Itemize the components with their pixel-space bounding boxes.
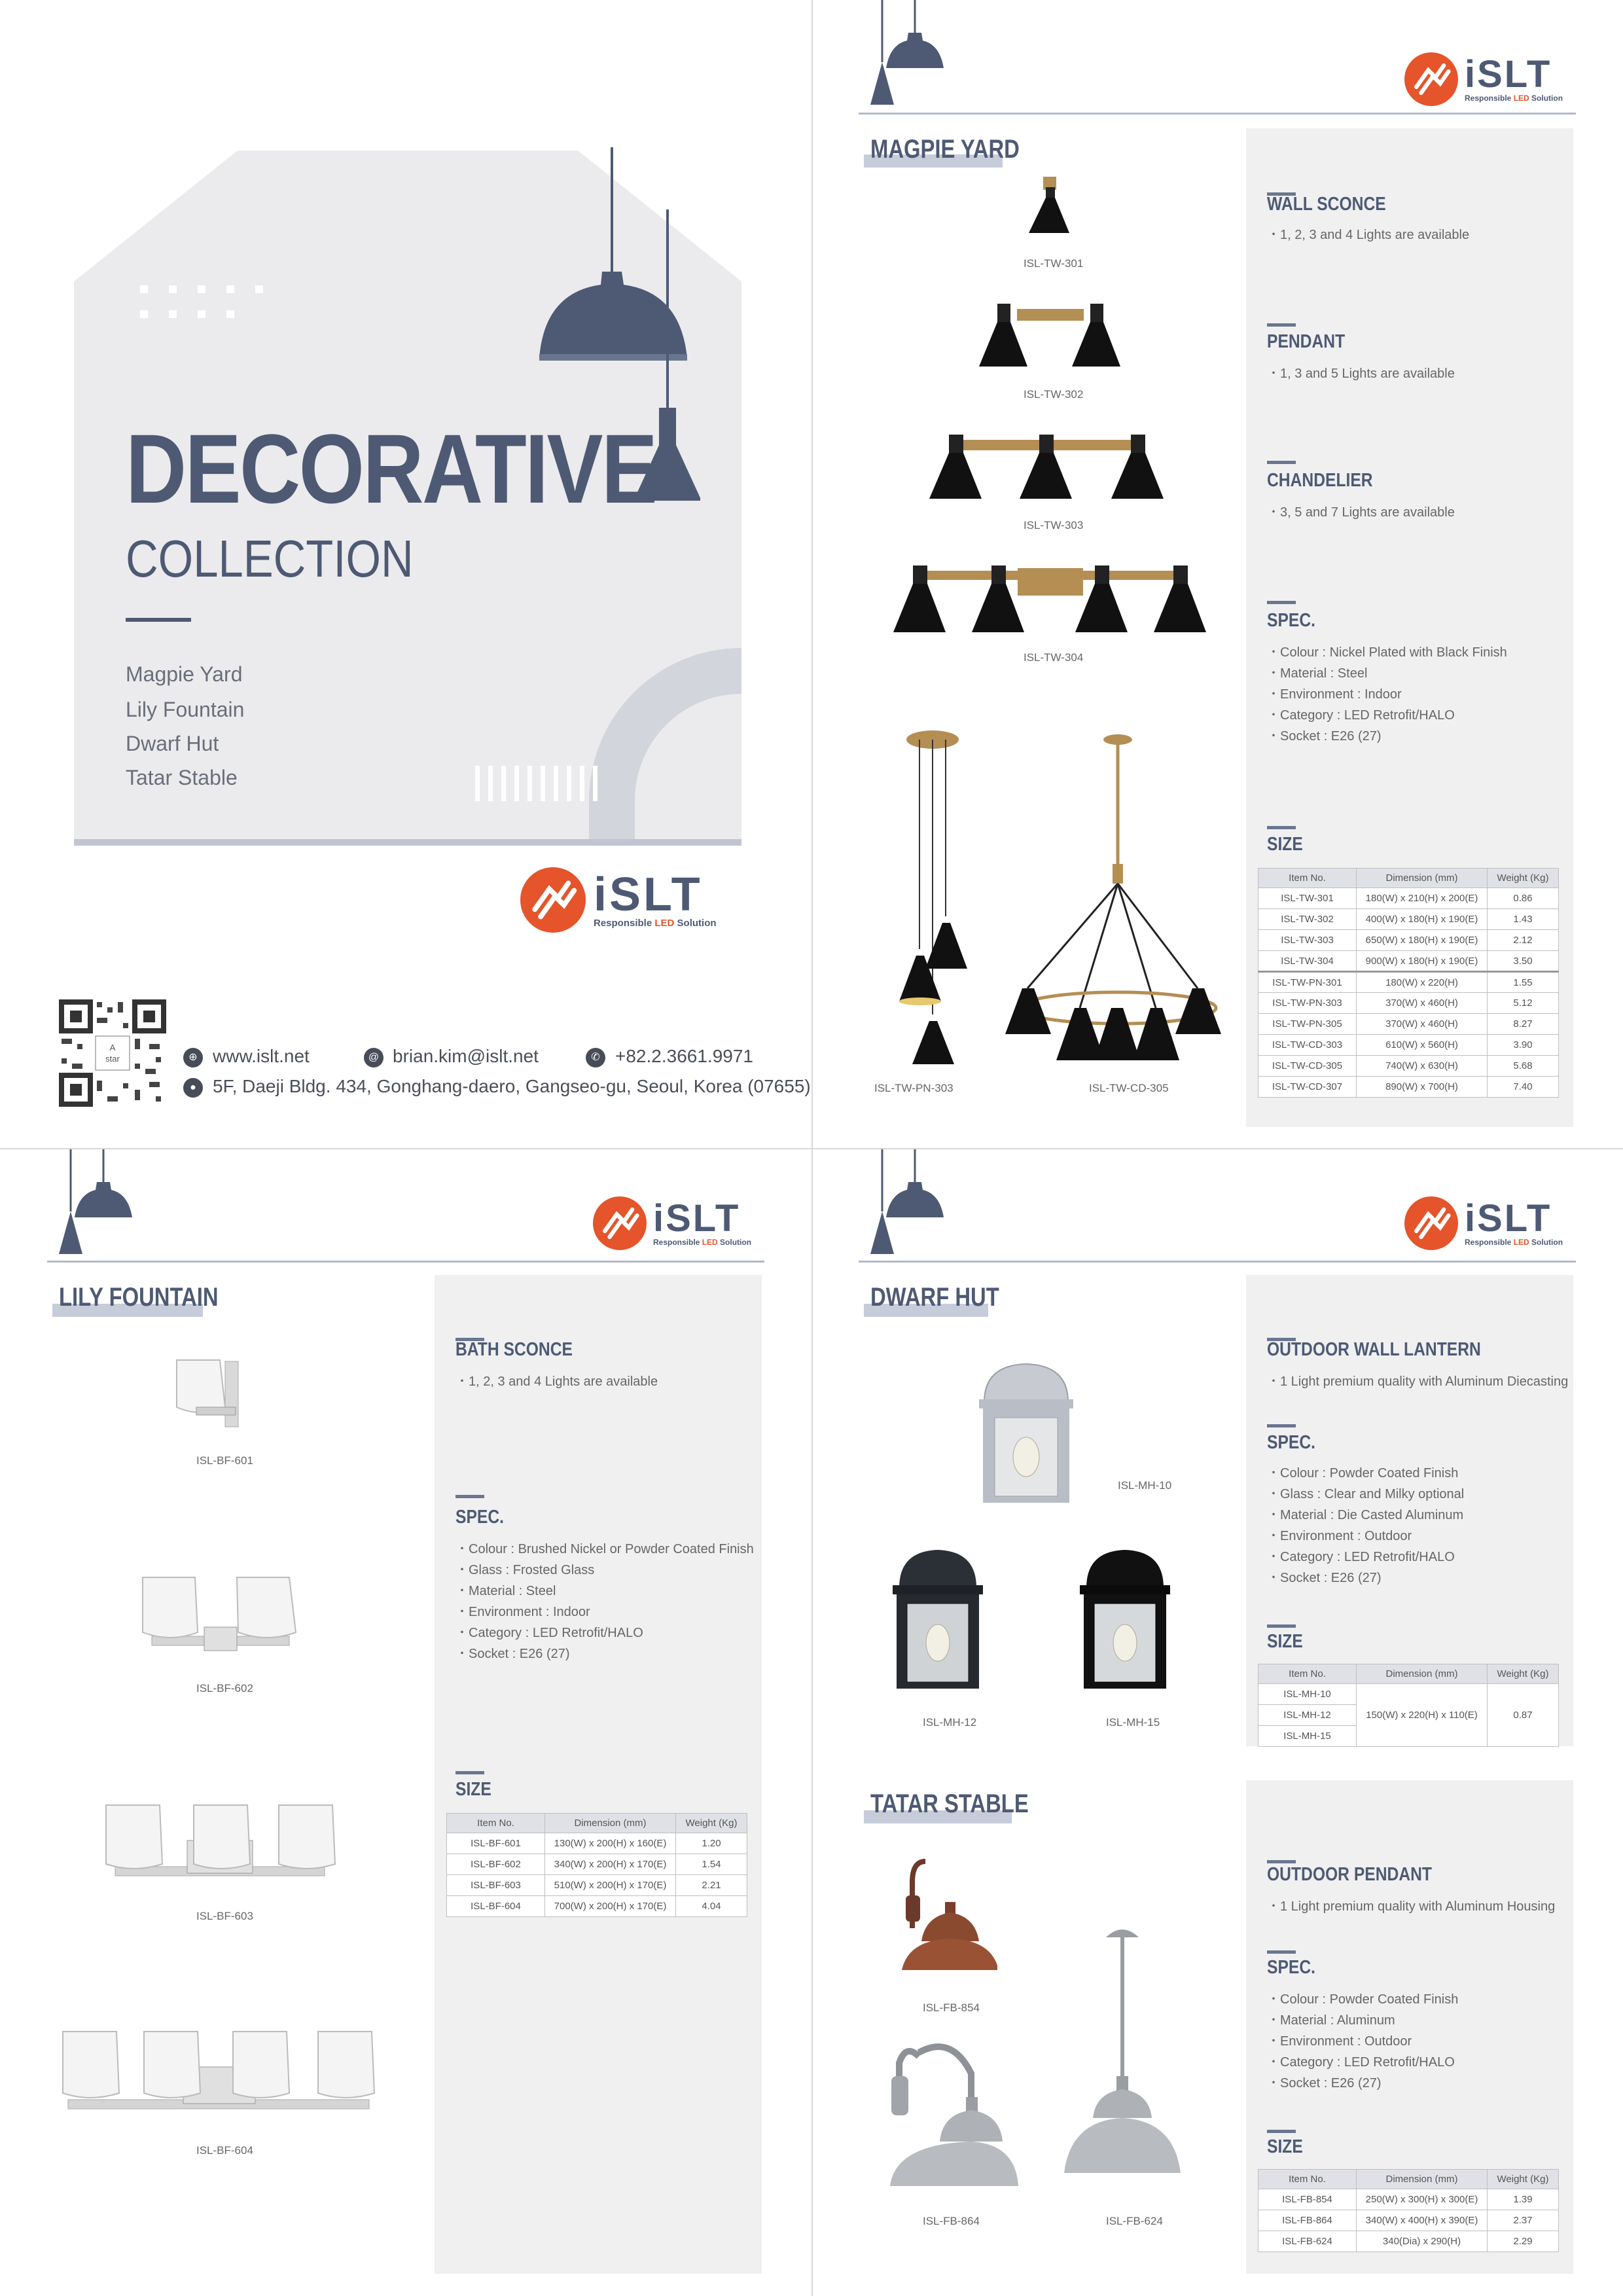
table-header: Weight (Kg) bbox=[676, 1814, 747, 1833]
brand-name: iSLT bbox=[594, 868, 703, 921]
cell-dimension: 740(W) x 630(H) bbox=[1357, 1056, 1488, 1077]
table-header: Dimension (mm) bbox=[545, 1814, 676, 1833]
product-code: ISL-MH-10 bbox=[1118, 1479, 1172, 1492]
cell-dimension: 130(W) x 200(H) x 160(E) bbox=[545, 1833, 676, 1854]
cell-dimension: 510(W) x 200(H) x 170(E) bbox=[545, 1875, 676, 1896]
tagline-text: Responsible bbox=[1465, 1238, 1512, 1247]
table-header: Dimension (mm) bbox=[1357, 2170, 1488, 2189]
table-row bbox=[1258, 2210, 1559, 2231]
cell-dimension: 180(W) x 210(H) x 200(E) bbox=[1357, 888, 1488, 909]
product-image-fb-864 bbox=[880, 2037, 1018, 2194]
product-code: ISL-BF-601 bbox=[196, 1454, 253, 1467]
cell-item: ISL-TW-CD-303 bbox=[1258, 1035, 1357, 1056]
cell-dimension: 150(W) x 220(H) x 110(E) bbox=[1357, 1684, 1488, 1747]
cell-dimension: 340(Dia) x 290(H) bbox=[1357, 2231, 1488, 2252]
product-code: ISL-BF-602 bbox=[196, 1682, 253, 1695]
cell-dimension: 890(W) x 700(H) bbox=[1357, 1077, 1488, 1098]
product-image-tw-cd-305 bbox=[1001, 733, 1224, 1073]
at-icon: @ bbox=[364, 1048, 383, 1067]
section-title: BATH SCONCE bbox=[455, 1339, 573, 1360]
product-code: ISL-BF-603 bbox=[196, 1910, 253, 1922]
spec-line: ・Category : LED Retrofit/HALO bbox=[1267, 1550, 1455, 1564]
product-code: ISL-FB-624 bbox=[1106, 2215, 1163, 2227]
spec-line: ・Environment : Outdoor bbox=[1267, 2034, 1412, 2049]
product-code: ISL-FB-864 bbox=[923, 2215, 980, 2227]
tagline-text: Responsible bbox=[1465, 94, 1512, 103]
table-header: Weight (Kg) bbox=[1488, 2170, 1559, 2189]
product-image-mh-15 bbox=[1076, 1545, 1174, 1695]
tagline-highlight: LED bbox=[1513, 94, 1529, 103]
table-header: Item No. bbox=[1258, 869, 1357, 888]
product-code: ISL-FB-854 bbox=[923, 2001, 980, 2014]
cell-weight: 1.54 bbox=[676, 1854, 747, 1875]
cell-weight: 1.55 bbox=[1488, 972, 1559, 993]
table-header: Item No. bbox=[1258, 1664, 1357, 1684]
brand-logo bbox=[1404, 52, 1563, 106]
cell-dimension: 250(W) x 300(H) x 300(E) bbox=[1357, 2189, 1488, 2210]
cell-weight: 5.12 bbox=[1488, 993, 1559, 1014]
product-image-tw-304 bbox=[887, 562, 1214, 640]
section-title: SPEC. bbox=[1267, 1957, 1315, 1978]
tagline-text: Solution bbox=[677, 917, 717, 929]
brand-logo bbox=[1404, 1196, 1563, 1250]
table-header: Weight (Kg) bbox=[1488, 869, 1559, 888]
tagline-text: Responsible bbox=[653, 1238, 700, 1247]
page-heading: TATAR STABLE bbox=[870, 1789, 1029, 1818]
spec-line: ・Colour : Powder Coated Finish bbox=[1267, 1466, 1459, 1480]
collection-item: Dwarf Hut bbox=[126, 732, 219, 755]
section-title: SPEC. bbox=[455, 1507, 504, 1528]
spec-line: ・Socket : E26 (27) bbox=[455, 1647, 570, 1661]
section-mark bbox=[1267, 601, 1296, 604]
table-header: Item No. bbox=[447, 1814, 545, 1833]
cell-item: ISL-TW-303 bbox=[1258, 930, 1357, 951]
phone-icon: ✆ bbox=[586, 1048, 605, 1067]
tagline-text: Solution bbox=[720, 1238, 752, 1247]
cell-dimension: 180(W) x 220(H) bbox=[1357, 972, 1488, 993]
location-pin-icon: ● bbox=[183, 1078, 203, 1098]
cell-dimension: 650(W) x 180(H) x 190(E) bbox=[1357, 930, 1488, 951]
cell-item: ISL-FB-624 bbox=[1258, 2231, 1357, 2252]
logo-mark-icon bbox=[520, 867, 586, 933]
section-text: ・1, 2, 3 and 4 Lights are available bbox=[455, 1374, 658, 1389]
spec-line: ・Category : LED Retrofit/HALO bbox=[1267, 708, 1455, 723]
product-code: ISL-MH-12 bbox=[923, 1716, 977, 1729]
product-code: ISL-TW-303 bbox=[1024, 519, 1084, 531]
section-title: SIZE bbox=[1267, 1631, 1303, 1652]
size-table bbox=[1258, 2169, 1559, 2252]
section-title: PENDANT bbox=[1267, 331, 1346, 352]
section-text: ・1, 2, 3 and 4 Lights are available bbox=[1267, 228, 1470, 242]
address-text: 5F, Daeji Bldg. 434, Gonghang-daero, Gangseo-gu, Seoul, Korea (07655) bbox=[213, 1076, 811, 1096]
header-rule bbox=[859, 1261, 1576, 1263]
brand-logo bbox=[520, 867, 717, 933]
pendant-decoration-icon bbox=[863, 1149, 954, 1261]
pendant-decoration-icon bbox=[51, 1149, 143, 1261]
product-code: ISL-MH-15 bbox=[1106, 1716, 1160, 1729]
cell-item: ISL-TW-PN-303 bbox=[1258, 993, 1357, 1014]
website-link[interactable]: www.islt.net bbox=[213, 1046, 310, 1066]
section-title: SPEC. bbox=[1267, 610, 1315, 631]
section-title: OUTDOOR WALL LANTERN bbox=[1267, 1339, 1481, 1360]
spec-line: ・Material : Steel bbox=[455, 1584, 556, 1598]
table-row bbox=[1258, 909, 1559, 930]
cell-item: ISL-TW-CD-307 bbox=[1258, 1077, 1357, 1098]
section-mark bbox=[1267, 2130, 1296, 2133]
svg-text:star: star bbox=[105, 1054, 120, 1064]
product-image-fb-624 bbox=[1060, 1922, 1185, 2190]
cover-baseline bbox=[74, 839, 741, 846]
cell-dimension: 340(W) x 400(H) x 390(E) bbox=[1357, 2210, 1488, 2231]
cell-item: ISL-MH-12 bbox=[1258, 1705, 1357, 1726]
cell-item: ISL-FB-854 bbox=[1258, 2189, 1357, 2210]
table-row bbox=[1258, 1077, 1559, 1098]
section-title: CHANDELIER bbox=[1267, 470, 1373, 491]
brand-name: iSLT bbox=[1465, 1197, 1552, 1240]
logo-mark-icon bbox=[1404, 52, 1458, 106]
cell-item: ISL-BF-603 bbox=[447, 1875, 545, 1896]
cell-weight: 5.68 bbox=[1488, 1056, 1559, 1077]
globe-icon: ⊕ bbox=[183, 1048, 203, 1067]
spec-line: ・Socket : E26 (27) bbox=[1267, 2076, 1382, 2090]
cell-weight: 2.21 bbox=[676, 1875, 747, 1896]
section-mark bbox=[1267, 1424, 1296, 1427]
spec-line: ・Category : LED Retrofit/HALO bbox=[1267, 2055, 1455, 2070]
section-text: ・3, 5 and 7 Lights are available bbox=[1267, 505, 1455, 520]
cell-weight: 0.87 bbox=[1488, 1684, 1559, 1747]
spec-line: ・Colour : Brushed Nickel or Powder Coated Finish bbox=[455, 1542, 754, 1556]
cell-item: ISL-BF-601 bbox=[447, 1833, 545, 1854]
size-table bbox=[446, 1813, 747, 1917]
spec-line: ・Glass : Clear and Milky optional bbox=[1267, 1487, 1465, 1501]
table-row bbox=[1258, 2189, 1559, 2210]
cover-arc-decoration bbox=[589, 648, 741, 846]
size-table bbox=[1258, 868, 1559, 1098]
collection-item: Tatar Stable bbox=[126, 766, 238, 789]
table-row bbox=[447, 1833, 747, 1854]
section-title: SIZE bbox=[1267, 2136, 1303, 2157]
table-row bbox=[1258, 930, 1559, 951]
cell-dimension: 370(W) x 460(H) bbox=[1357, 1014, 1488, 1035]
header-rule bbox=[859, 113, 1576, 115]
size-table bbox=[1258, 1664, 1559, 1747]
cell-item: ISL-TW-301 bbox=[1258, 888, 1357, 909]
section-text: ・1 Light premium quality with Aluminum Diecasting bbox=[1267, 1374, 1569, 1389]
cell-item: ISL-TW-304 bbox=[1258, 951, 1357, 972]
table-header: Item No. bbox=[1258, 2170, 1357, 2189]
table-row bbox=[1258, 1056, 1559, 1077]
brand-name: iSLT bbox=[653, 1197, 741, 1240]
cell-dimension: 400(W) x 180(H) x 190(E) bbox=[1357, 909, 1488, 930]
spec-panel bbox=[435, 1275, 762, 2274]
section-title: WALL SCONCE bbox=[1267, 194, 1386, 215]
cell-dimension: 700(W) x 200(H) x 170(E) bbox=[545, 1896, 676, 1917]
product-image-tw-301 bbox=[1014, 171, 1080, 240]
section-mark bbox=[1267, 461, 1296, 464]
product-image-bf-601 bbox=[170, 1355, 249, 1433]
cell-item: ISL-MH-10 bbox=[1258, 1684, 1357, 1705]
spec-line: ・Colour : Nickel Plated with Black Finish bbox=[1267, 645, 1507, 660]
product-image-bf-602 bbox=[139, 1571, 302, 1656]
cell-dimension: 900(W) x 180(H) x 190(E) bbox=[1357, 951, 1488, 972]
product-image-bf-603 bbox=[102, 1801, 338, 1884]
cell-weight: 2.37 bbox=[1488, 2210, 1559, 2231]
page-divider-horizontal bbox=[0, 1148, 1623, 1149]
cell-weight: 1.43 bbox=[1488, 909, 1559, 930]
cover-rule bbox=[126, 618, 191, 622]
product-image-tw-303 bbox=[923, 429, 1171, 507]
table-row bbox=[1258, 993, 1559, 1014]
spec-line: ・Socket : E26 (27) bbox=[1267, 1571, 1382, 1585]
section-title: SPEC. bbox=[1267, 1432, 1315, 1453]
table-header: Dimension (mm) bbox=[1357, 1664, 1488, 1684]
table-row bbox=[447, 1854, 747, 1875]
cell-dimension: 340(W) x 200(H) x 170(E) bbox=[545, 1854, 676, 1875]
cell-item: ISL-BF-604 bbox=[447, 1896, 545, 1917]
page-heading: MAGPIE YARD bbox=[870, 135, 1020, 164]
product-code: ISL-TW-302 bbox=[1024, 388, 1084, 401]
cover-subtitle: COLLECTION bbox=[126, 529, 414, 588]
section-text: ・1 Light premium quality with Aluminum Housing bbox=[1267, 1899, 1556, 1914]
table-row bbox=[1258, 888, 1559, 909]
spec-line: ・Socket : E26 (27) bbox=[1267, 729, 1382, 744]
brand-name: iSLT bbox=[1465, 53, 1552, 96]
cell-weight: 7.40 bbox=[1488, 1077, 1559, 1098]
table-row bbox=[1258, 1035, 1559, 1056]
spec-line: ・Material : Steel bbox=[1267, 666, 1368, 681]
logo-mark-icon bbox=[1404, 1196, 1458, 1250]
section-mark bbox=[1267, 1950, 1296, 1954]
cell-item: ISL-TW-PN-301 bbox=[1258, 972, 1357, 993]
cell-dimension: 610(W) x 560(H) bbox=[1357, 1035, 1488, 1056]
cell-dimension: 370(W) x 460(H) bbox=[1357, 993, 1488, 1014]
section-mark bbox=[455, 1771, 484, 1774]
section-text: ・1, 3 and 5 Lights are available bbox=[1267, 367, 1455, 381]
section-title: SIZE bbox=[455, 1779, 491, 1800]
table-row bbox=[1258, 1684, 1559, 1705]
product-image-tw-pn-303 bbox=[870, 726, 982, 1067]
page-heading: DWARF HUT bbox=[870, 1283, 999, 1312]
table-header: Weight (Kg) bbox=[1488, 1664, 1559, 1684]
page-heading: LILY FOUNTAIN bbox=[59, 1283, 219, 1312]
cell-weight: 4.04 bbox=[676, 1896, 747, 1917]
logo-mark-icon bbox=[593, 1196, 647, 1250]
cell-weight: 3.90 bbox=[1488, 1035, 1559, 1056]
product-image-fb-854 bbox=[893, 1856, 997, 1981]
cell-item: ISL-MH-15 bbox=[1258, 1726, 1357, 1747]
cell-weight: 2.29 bbox=[1488, 2231, 1559, 2252]
table-row bbox=[1258, 1014, 1559, 1035]
product-image-mh-10 bbox=[974, 1359, 1079, 1509]
cover-title: DECORATIVE bbox=[126, 414, 656, 524]
cell-weight: 1.20 bbox=[676, 1833, 747, 1854]
spec-line: ・Environment : Indoor bbox=[1267, 687, 1402, 702]
tagline-highlight: LED bbox=[1513, 1238, 1529, 1247]
section-mark bbox=[1267, 1860, 1296, 1863]
section-title: OUTDOOR PENDANT bbox=[1267, 1864, 1432, 1885]
tagline-text: Solution bbox=[1531, 94, 1563, 103]
spec-line: ・Glass : Frosted Glass bbox=[455, 1563, 595, 1577]
svg-text:A: A bbox=[109, 1043, 116, 1052]
product-code: ISL-BF-604 bbox=[196, 2144, 253, 2157]
product-code: ISL-TW-301 bbox=[1024, 257, 1084, 270]
phone-number: +82.2.3661.9971 bbox=[615, 1046, 753, 1066]
table-row bbox=[1258, 972, 1559, 993]
cell-item: ISL-BF-602 bbox=[447, 1854, 545, 1875]
section-title: SIZE bbox=[1267, 834, 1303, 855]
cell-item: ISL-TW-CD-305 bbox=[1258, 1056, 1357, 1077]
cell-weight: 2.12 bbox=[1488, 930, 1559, 951]
spec-line: ・Environment : Outdoor bbox=[1267, 1529, 1412, 1543]
collection-item: Magpie Yard bbox=[126, 662, 243, 686]
product-code: ISL-TW-304 bbox=[1024, 651, 1084, 664]
product-image-mh-12 bbox=[889, 1545, 987, 1695]
product-code: ISL-TW-PN-303 bbox=[874, 1082, 954, 1094]
spec-line: ・Category : LED Retrofit/HALO bbox=[455, 1626, 643, 1640]
product-image-bf-604 bbox=[59, 2028, 386, 2115]
table-row bbox=[447, 1875, 747, 1896]
cell-item: ISL-FB-864 bbox=[1258, 2210, 1357, 2231]
cell-weight: 0.86 bbox=[1488, 888, 1559, 909]
table-row bbox=[1258, 2231, 1559, 2252]
product-code: ISL-TW-CD-305 bbox=[1089, 1082, 1169, 1094]
spec-line: ・Material : Die Casted Aluminum bbox=[1267, 1508, 1464, 1522]
tagline-highlight: LED bbox=[702, 1238, 718, 1247]
product-image-tw-302 bbox=[975, 298, 1126, 374]
section-mark bbox=[1267, 323, 1296, 327]
cell-weight: 8.27 bbox=[1488, 1014, 1559, 1035]
cell-weight: 1.39 bbox=[1488, 2189, 1559, 2210]
spec-line: ・Environment : Indoor bbox=[455, 1605, 590, 1619]
cell-weight: 3.50 bbox=[1488, 951, 1559, 972]
pendant-decoration-icon bbox=[863, 0, 954, 111]
table-row bbox=[447, 1896, 747, 1917]
cell-item: ISL-TW-PN-305 bbox=[1258, 1014, 1357, 1035]
section-mark bbox=[1267, 1624, 1296, 1628]
cell-item: ISL-TW-302 bbox=[1258, 909, 1357, 930]
table-row bbox=[1258, 951, 1559, 972]
section-mark bbox=[455, 1495, 484, 1498]
brand-logo bbox=[593, 1196, 751, 1250]
tagline-text: Solution bbox=[1531, 1238, 1563, 1247]
tagline-highlight: LED bbox=[654, 917, 675, 929]
table-header: Dimension (mm) bbox=[1357, 869, 1488, 888]
header-rule bbox=[47, 1261, 764, 1263]
spec-line: ・Colour : Powder Coated Finish bbox=[1267, 1992, 1459, 2007]
qr-code bbox=[58, 998, 168, 1108]
spec-line: ・Material : Aluminum bbox=[1267, 2013, 1395, 2028]
tagline-text: Responsible bbox=[594, 917, 652, 929]
section-mark bbox=[1267, 826, 1296, 829]
collection-item: Lily Fountain bbox=[126, 698, 245, 721]
email-link[interactable]: brian.kim@islt.net bbox=[393, 1046, 539, 1066]
